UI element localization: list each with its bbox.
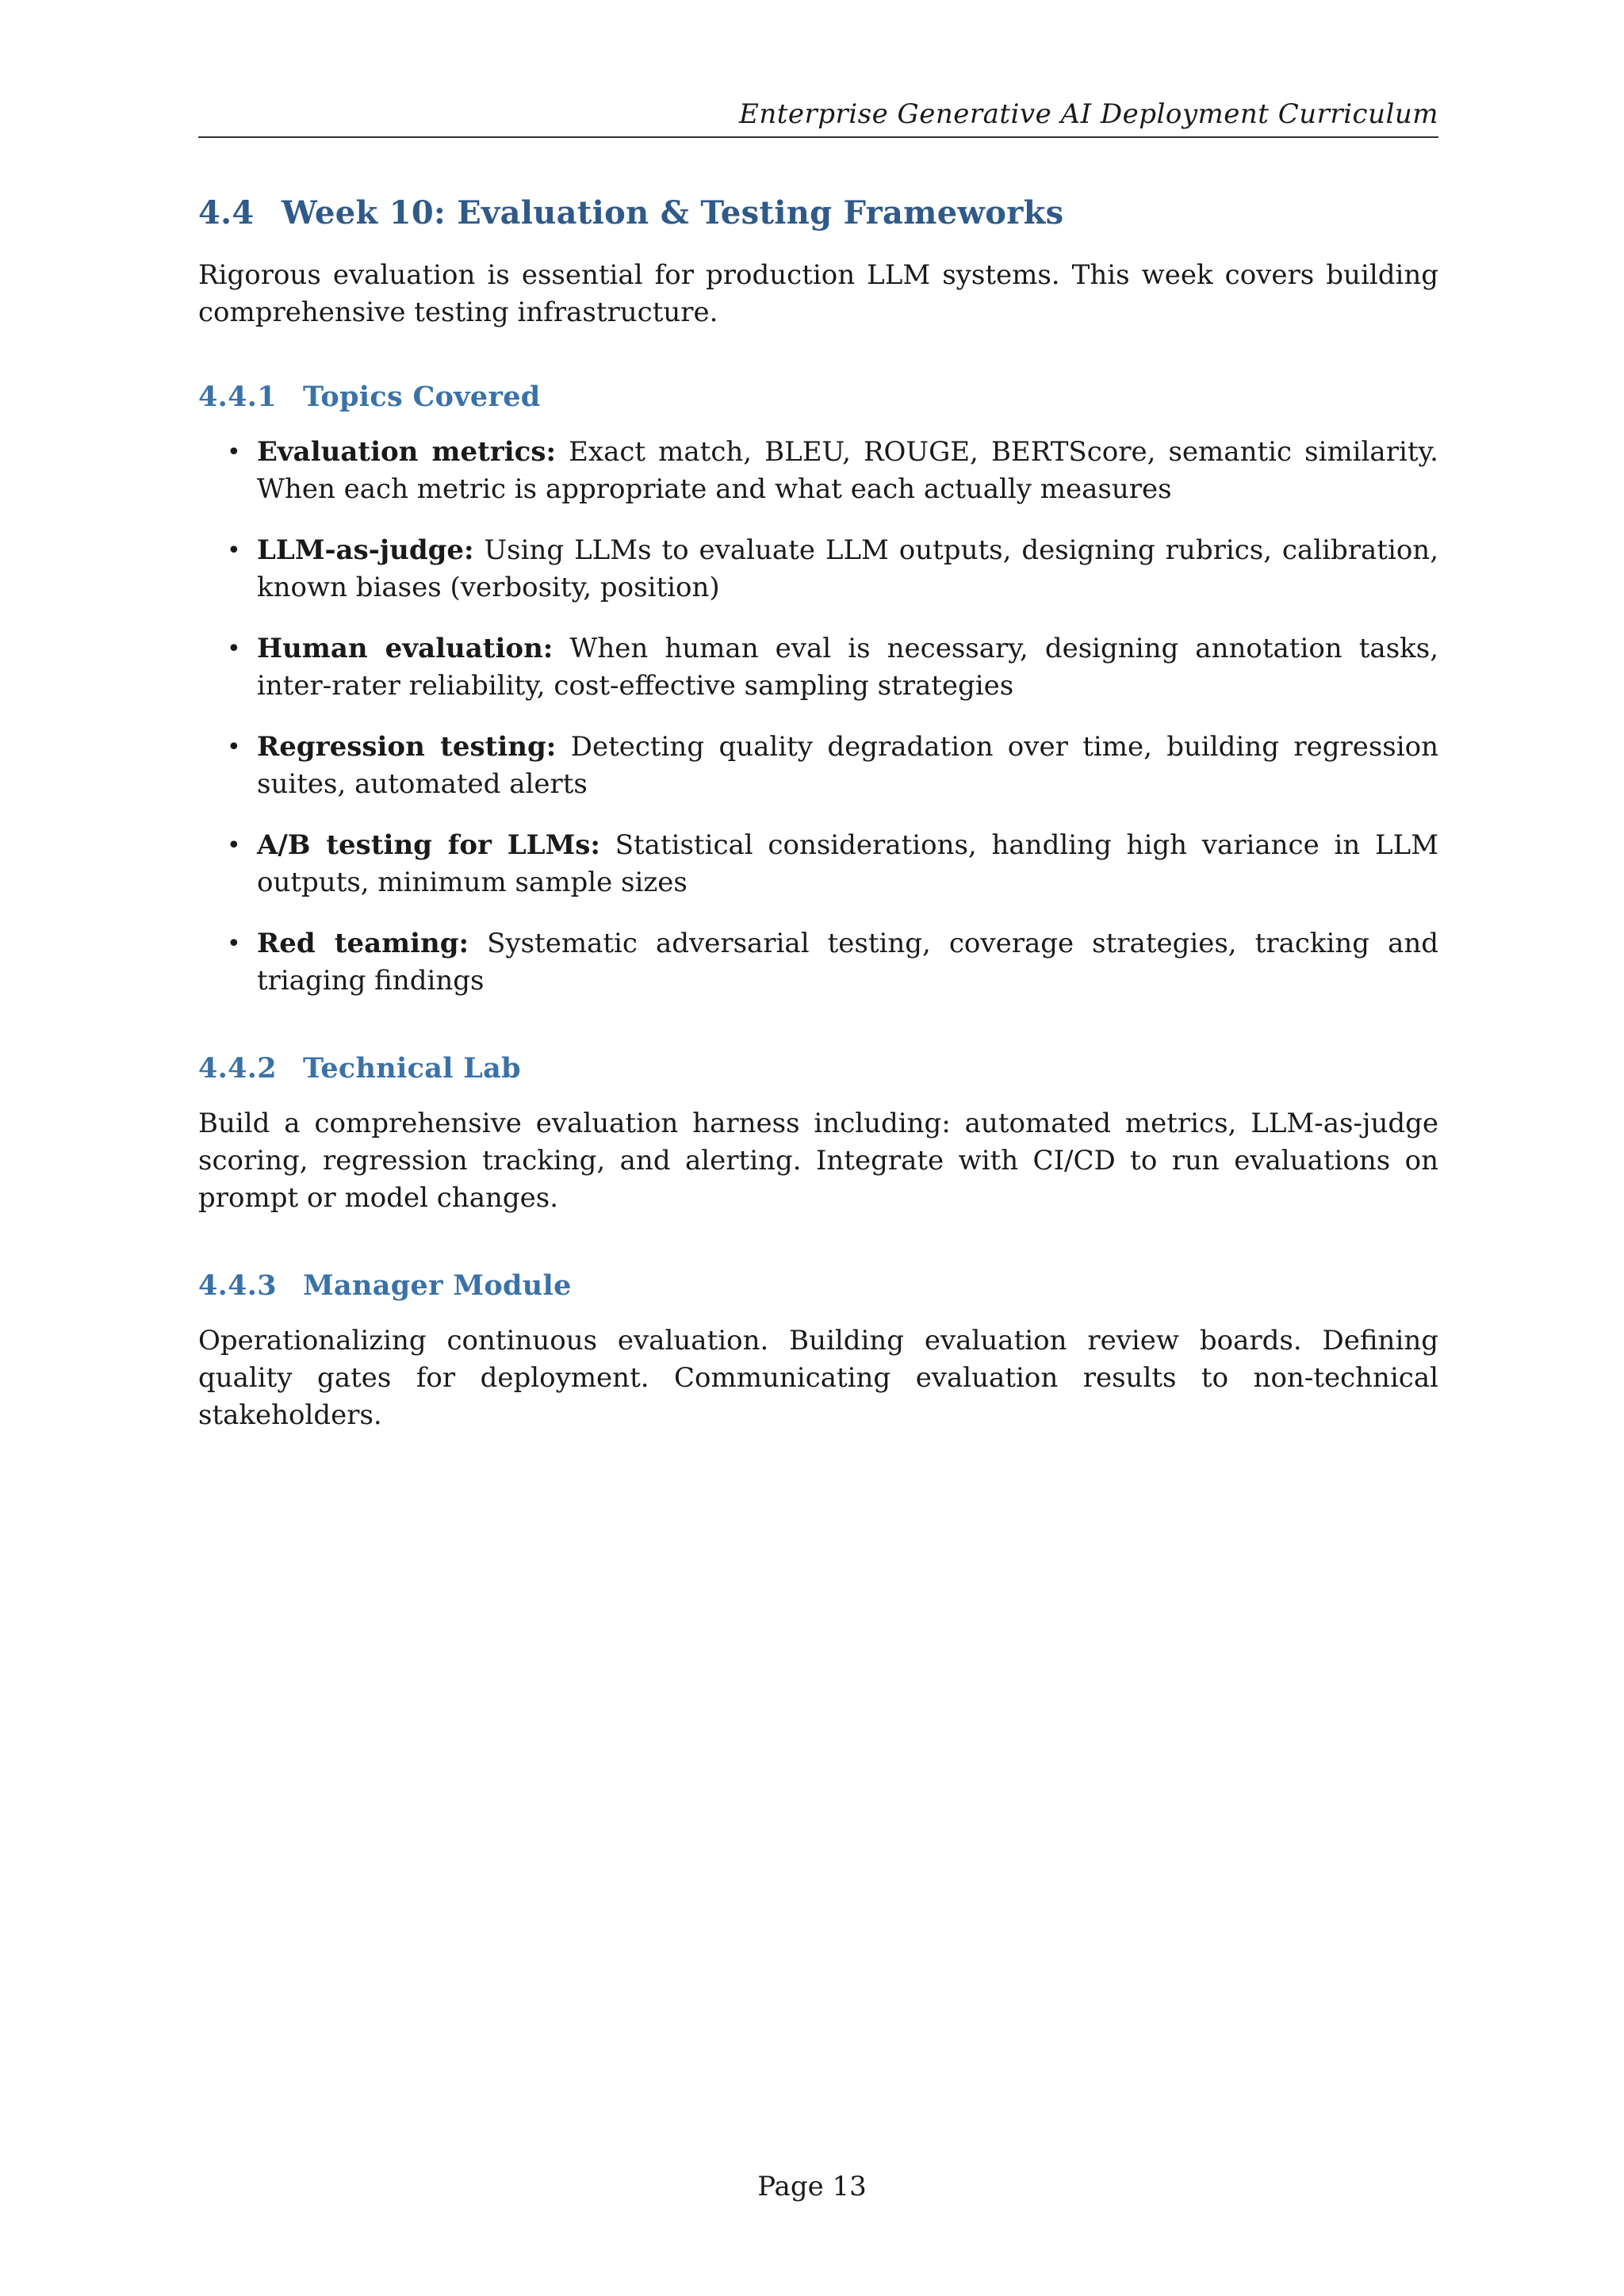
subsection-number: 4.4.1 (198, 381, 277, 413)
list-item (198, 827, 1438, 901)
list-item (198, 532, 1438, 607)
section-heading (198, 194, 1438, 232)
subsection-title: Topics Covered (303, 381, 541, 413)
section-intro: Rigorous evaluation is essential for production LLM systems. This week covers building comprehensive testing infrastructure. (198, 259, 1438, 328)
subsection-number: 4.4.3 (198, 1269, 277, 1302)
subsection-heading-manager (198, 1269, 1438, 1302)
topic-text: Statistical considerations, handling high variance in LLM outputs, minimum sample sizes (257, 829, 1439, 898)
bullet-icon: • (227, 438, 241, 466)
bullet-icon: • (227, 733, 241, 761)
page-number: Page 13 (757, 2171, 867, 2202)
bullet-icon: • (227, 832, 241, 859)
section-title: Week 10: Evaluation & Testing Frameworks (282, 194, 1064, 232)
running-header-title: Enterprise Generative AI Deployment Curriculum (739, 98, 1438, 130)
subsection-title: Technical Lab (303, 1052, 521, 1085)
subsection-heading-lab (198, 1052, 1438, 1085)
subsection-number: 4.4.2 (198, 1052, 277, 1085)
bullet-icon: • (227, 537, 241, 564)
topic-term: Red teaming: (257, 928, 469, 959)
topic-text: Systematic adversarial testing, coverage strategies, tracking and triaging findings (257, 928, 1438, 997)
list-item (198, 729, 1438, 803)
topic-term: Regression testing: (257, 731, 557, 763)
section-number: 4.4 (198, 194, 255, 232)
topic-term: Evaluation metrics: (257, 436, 557, 468)
topic-text: Exact match, BLEU, ROUGE, BERTScore, semantic similarity. When each metric is appropriate and what each actually measures (257, 436, 1438, 505)
topic-term: LLM-as-judge: (257, 534, 474, 566)
topic-term: Human evaluation: (257, 633, 553, 664)
lab-paragraph: Build a comprehensive evaluation harness including: automated metrics, LLM-as-judge scoring, regression tracking, and alerting. Integrate with CI/CD to run evaluations on prompt or model changes. (198, 1108, 1438, 1214)
running-header (198, 94, 1438, 138)
subsection-title: Manager Module (303, 1269, 572, 1302)
subsection-heading-topics (198, 381, 1438, 413)
topic-text: Using LLMs to evaluate LLM outputs, designing rubrics, calibration, known biases (verbosity, position) (257, 534, 1438, 603)
bullet-icon: • (227, 930, 241, 958)
topic-term: A/B testing for LLMs: (257, 829, 600, 861)
list-item (198, 434, 1438, 508)
topic-text: Detecting quality degradation over time, building regression suites, automated alerts (257, 731, 1438, 800)
list-item (198, 630, 1438, 705)
page-content (198, 194, 1438, 1434)
bullet-icon: • (227, 635, 241, 663)
manager-paragraph: Operationalizing continuous evaluation. Building evaluation review boards. Defining quality gates for deployment. Communicating evaluation results to non-technical stakeholders. (198, 1325, 1438, 1431)
list-item (198, 925, 1438, 1000)
topics-list (198, 434, 1438, 1000)
topic-text: When human eval is necessary, designing annotation tasks, inter-rater reliability, cost-effective sampling strategies (257, 633, 1439, 702)
